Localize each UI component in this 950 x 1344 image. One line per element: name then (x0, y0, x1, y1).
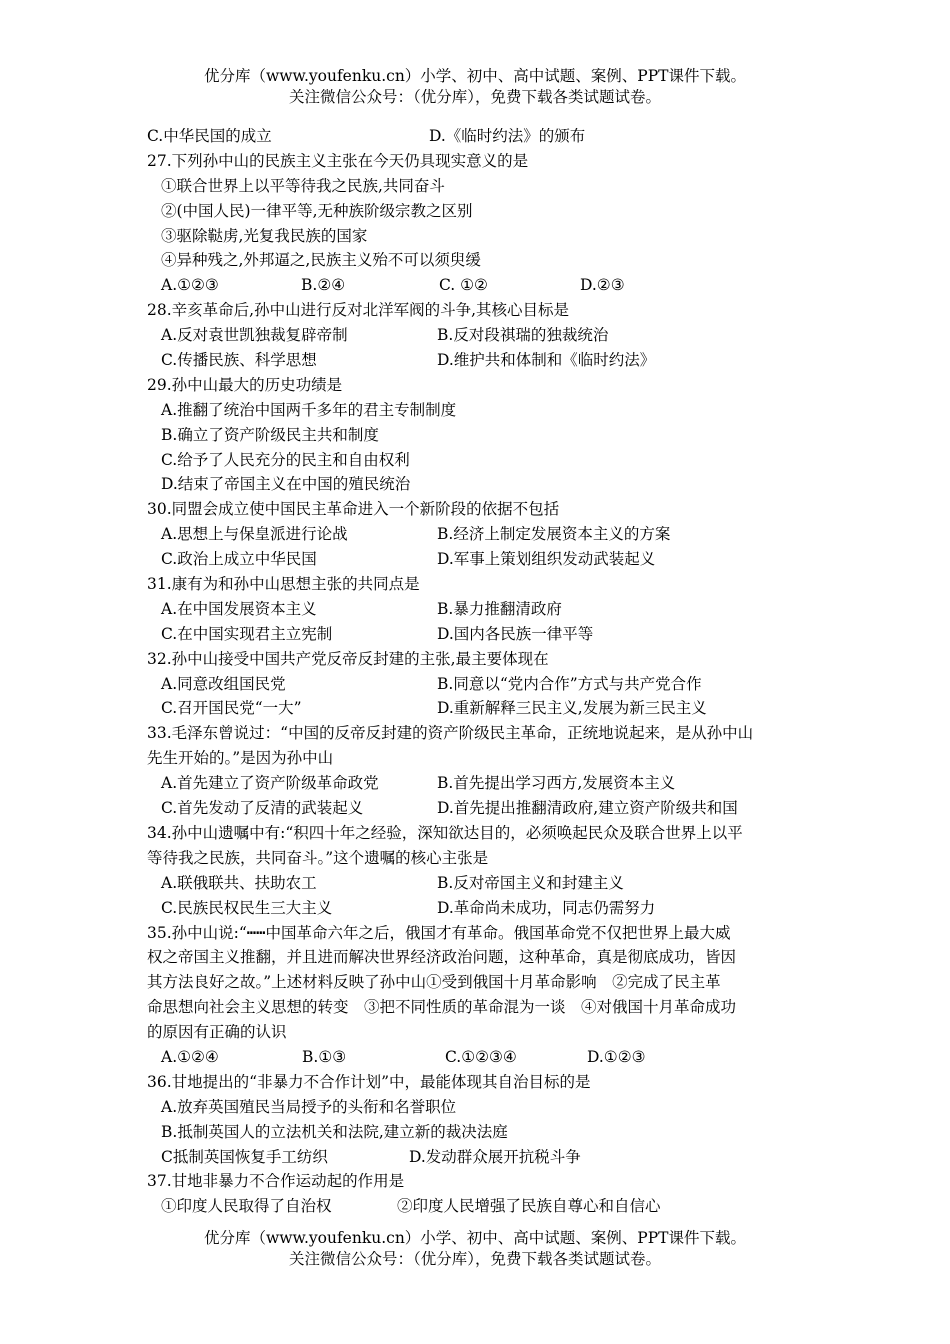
q31-options-row-2 (147, 622, 817, 647)
q35-option-c: C.①②③④ (445, 1047, 517, 1066)
q26-option-c: C.中华民国的成立 (147, 127, 272, 145)
q30-options-row-2 (147, 547, 817, 572)
q31-option-b: B.暴力推翻清政府 (437, 599, 562, 618)
q27-option-b: B.②④ (301, 276, 346, 295)
q30-options-row-1 (147, 522, 817, 547)
header-line-1: 优分库（www.youfenku.cn）小学、初中、高中试题、案例、PPT课件下载。 (203, 67, 747, 85)
q36-stem: 36.甘地提出的“非暴力不合作计划”中，最能体现其自治目标的是 (147, 1072, 591, 1091)
q34-stem-line-1: 34.孙中山遗嘱中有:“积四十年之经验，深知欲达目的，必须唤起民众及联合世界上以平 (147, 823, 743, 842)
q34-options-row-1 (147, 871, 817, 896)
footer-line-1: 优分库（www.youfenku.cn）小学、初中、高中试题、案例、PPT课件下载。 (203, 1229, 747, 1247)
q33-option-b: B.首先提出学习西方,发展资本主义 (437, 774, 676, 793)
page-footer (0, 1228, 950, 1270)
q27-option-c: C. ①② (439, 276, 488, 295)
q36-option-b: B.抵制英国人的立法机关和法院,建立新的裁决法庭 (161, 1122, 508, 1141)
q31-option-a: A.在中国发展资本主义 (161, 599, 317, 618)
q34-option-c: C.民族民权民生三大主义 (161, 898, 333, 917)
q34-option-b: B.反对帝国主义和封建主义 (437, 873, 624, 892)
q27-item-3: ③驱除鞑虏,光复我民族的国家 (161, 226, 368, 245)
q30-stem: 30.同盟会成立使中国民主革命进入一个新阶段的依据不包括 (147, 500, 560, 519)
q33-options-row-2 (147, 796, 817, 821)
q33-options-row-1 (147, 771, 817, 796)
q29-option-a: A.推翻了统治中国两千多年的君主专制制度 (161, 400, 457, 419)
q33-stem-line-1: 33.毛泽东曾说过：“中国的反帝反封建的资产阶级民主革命，正统地说起来，是从孙中山 (147, 724, 754, 743)
q36-option-c: C抵制英国恢复手工纺织 (161, 1147, 328, 1166)
q28-option-b: B.反对段祺瑞的独裁统治 (437, 326, 609, 345)
q33-option-c: C.首先发动了反清的武装起义 (161, 799, 364, 818)
q28-options-row-1 (147, 323, 817, 348)
q30-option-c: C.政治上成立中华民国 (161, 550, 317, 569)
q28-option-d: D.维护共和体制和《临时约法》 (437, 351, 656, 370)
q36-option-d: D.发动群众展开抗税斗争 (409, 1147, 581, 1166)
q35-options-row (147, 1045, 817, 1070)
q29-stem: 29.孙中山最大的历史功绩是 (147, 375, 343, 394)
q33-option-a: A.首先建立了资产阶级革命政党 (161, 774, 379, 793)
q35-stem-line-4: 命思想向社会主义思想的转变 ③把不同性质的革命混为一谈 ④对俄国十月革命成功 (147, 998, 737, 1017)
q29-option-d: D.结束了帝国主义在中国的殖民统治 (161, 475, 411, 494)
q36-option-a: A.放弃英国殖民当局授予的头衔和名誉职位 (161, 1097, 457, 1116)
q37-item-1: ①印度人民取得了自治权 (161, 1197, 332, 1216)
q29-option-b: B.确立了资产阶级民主共和制度 (161, 425, 379, 444)
q33-option-d: D.首先提出推翻清政府,建立资产阶级共和国 (437, 799, 738, 818)
q37-item-2: ②印度人民增强了民族自尊心和自信心 (397, 1197, 661, 1216)
q32-option-a: A.同意改组国民党 (161, 674, 286, 693)
q31-options-row-1 (147, 597, 817, 622)
q32-options-row-1 (147, 672, 817, 697)
q31-option-c: C.在中国实现君主立宪制 (161, 624, 333, 643)
q35-option-b: B.①③ (302, 1047, 347, 1066)
footer-line-2: 关注微信公众号：（优分库），免费下载各类试题试卷。 (288, 1250, 661, 1268)
q31-option-d: D.国内各民族一律平等 (437, 624, 594, 643)
q26-option-d: D.《临时约法》的颁布 (429, 127, 586, 145)
q28-option-a: A.反对袁世凯独裁复辟帝制 (161, 326, 348, 345)
question-list (147, 124, 817, 1219)
q32-option-d: D.重新解释三民主义,发展为新三民主义 (437, 699, 707, 718)
q37-stem: 37.甘地非暴力不合作运动起的作用是 (147, 1172, 405, 1191)
q34-option-d: D.革命尚未成功，同志仍需努力 (437, 898, 656, 917)
q29-option-c: C.给予了人民充分的民主和自由权利 (161, 450, 410, 469)
q28-option-c: C.传播民族、科学思想 (161, 351, 317, 370)
q32-stem: 32.孙中山接受中国共产党反帝反封建的主张,最主要体现在 (147, 649, 549, 668)
q35-stem-line-2: 权之帝国主义推翻，并且进而解决世界经济政治问题，这种革命，真是彻底成功，皆因 (147, 948, 737, 967)
q28-stem: 28.辛亥革命后,孙中山进行反对北洋军阀的斗争,其核心目标是 (147, 301, 570, 320)
q31-stem: 31.康有为和孙中山思想主张的共同点是 (147, 575, 420, 594)
q30-option-d: D.军事上策划组织发动武装起义 (437, 550, 656, 569)
q28-options-row-2 (147, 348, 817, 373)
q30-option-a: A.思想上与保皇派进行论战 (161, 525, 348, 544)
q35-option-d: D.①②③ (587, 1047, 646, 1066)
q30-option-b: B.经济上制定发展资本主义的方案 (437, 525, 671, 544)
q35-stem-line-3: 其方法良好之故。”上述材料反映了孙中山①受到俄国十月革命影响 ②完成了民主革 (147, 973, 721, 992)
q32-option-c: C.召开国民党“一大” (161, 699, 302, 718)
q34-option-a: A.联俄联共、扶助农工 (161, 873, 317, 892)
q27-stem: 27.下列孙中山的民族主义主张在今天仍具现实意义的是 (147, 151, 529, 170)
q34-stem-line-2: 等待我之民族，共同奋斗。”这个遗嘱的核心主张是 (147, 848, 489, 867)
q27-option-a: A.①②③ (161, 276, 219, 295)
q35-stem-line-1: 35.孙中山说:“┅┅中国革命六年之后，俄国才有革命。俄国革命党不仅把世界上最大威 (147, 923, 731, 942)
q27-options-row (147, 273, 817, 298)
q37-items-row (147, 1194, 817, 1219)
q27-option-d: D.②③ (580, 276, 625, 295)
q27-item-1: ①联合世界上以平等待我之民族,共同奋斗 (161, 176, 445, 195)
q34-options-row-2 (147, 896, 817, 921)
page-header (0, 66, 950, 108)
q27-item-4: ④异种残之,外邦逼之,民族主义殆不可以须臾缓 (161, 251, 481, 270)
q35-option-a: A.①②④ (161, 1047, 219, 1066)
q33-stem-line-2: 先生开始的。”是因为孙中山 (147, 749, 334, 768)
q26-options-row (147, 124, 817, 149)
q32-option-b: B.同意以“党内合作”方式与共产党合作 (437, 674, 702, 693)
q35-stem-line-5: 的原因有正确的认识 (147, 1023, 287, 1042)
q27-item-2: ②(中国人民)一律平等,无种族阶级宗教之区别 (161, 201, 473, 220)
q36-options-row (147, 1145, 817, 1170)
q32-options-row-2 (147, 696, 817, 721)
header-line-2: 关注微信公众号：（优分库），免费下载各类试题试卷。 (288, 88, 661, 106)
